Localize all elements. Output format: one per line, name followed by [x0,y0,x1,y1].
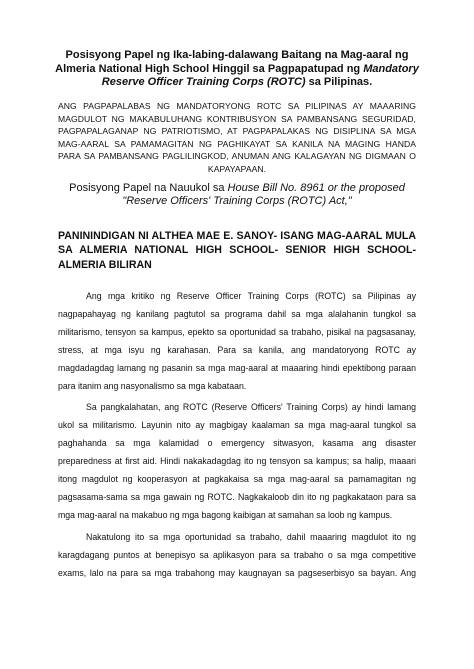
body-line: Sa pangkalahatan, ang ROTC (Reserve Officers' Training Corps) ay hindi lamang [86,402,416,413]
title-line-3-italic: Reserve Officer Training Corps (ROTC) [101,76,306,88]
body-line: exams, lalo na para sa mga trabahong may kaugnayan sa pagseserbisyo sa bayan. Ang [58,567,416,578]
paragraph-3 [58,529,416,583]
subtitle-act: "Reserve Officers' Training Corps (ROTC) Act," [122,195,352,207]
body-line: karagdagang puntos at benepisyo sa aplikasyon para sa trabaho o sa mga competitive [58,549,416,560]
body-line: militarismo, tensyon sa kampus, epekto sa oportunidad sa trabaho, pisikal na pagsasanay, [58,326,416,337]
body-line: magdadagdag lamang ng pasanin sa mga mag-aaral at maaaring hindi epektibong paraan [58,362,416,373]
body-line: ukol sa militarismo. Layunin nito ay magbigay kaalaman sa mga mag-aaral tungkol sa [58,420,416,431]
subtitle-line-1 [40,182,434,195]
title-line-3 [40,76,434,90]
body-line: para itanim ang nasyonalismo sa mga kabataan. [58,380,247,391]
body-line: itong magdulot ng kooperasyon at pagkakaisa sa mga mag-aaral sa pamamagitan ng [58,474,416,485]
thesis-line: KAPAYAPAAN. [207,163,267,174]
title-line-2-text: Almeria National High School Hinggil sa Pagpapatupad ng [55,62,364,75]
body-line: preparedness at first aid. Hindi nakakadagdag ito ng tensyon sa kampus; sa halip, maaari [58,456,416,467]
paragraph-1 [58,288,416,395]
thesis-line: PARA SA PAMBANSANG PAGLILINGKOD, ANUMAN ANG KALAGAYAN NG DIGMAAN O [58,151,416,162]
thesis-line: MAG-AARAL SA PAMAMAGITAN NG PAGHIKAYAT SA KANILA NA MAGING HANDA [58,138,416,149]
body-line: Nakatulong ito sa mga oportunidad sa trabaho, dahil maaaring magdulot ito ng [86,531,416,542]
thesis-line: MAGDULOT NG MAKABULUHANG KONTRIBUSYON SA PAMBANSANG SEGURIDAD, [58,113,416,124]
body-text [58,288,416,583]
author-heading [58,229,416,272]
title-line-2-italic: Mandatory [363,62,419,75]
body-line: nagpapahayag ng kanilang pagtutol sa programa dahil sa mga alalahanin tungkol sa [58,308,416,319]
heading-line: SA ALMERIA NATIONAL HIGH SCHOOL- SENIOR HIGH SCHOOL- [58,244,416,257]
document-subtitle [40,182,434,208]
thesis-statement [58,100,416,176]
title-line-3-text: sa Pilipinas. [305,76,373,88]
body-line: mga mag-aaral na makabuo ng mga bagong kaibigan at samahan sa loob ng kampus. [58,509,393,520]
document-title [40,49,434,90]
subtitle-prefix: Posisyong Papel na Nauukol sa [69,182,228,194]
title-line-1: Posisyong Papel ng Ika-labing-dalawang Baitang na Mag-aaral ng [65,49,409,61]
title-line-2 [40,63,434,77]
thesis-line: PAGPAPALAGANAP NG PATRIOTISMO, AT PAGPAPALAKAS NG DISIPLINA SA MGA [58,126,416,137]
paragraph-2 [58,399,416,524]
thesis-line: ANG PAGPAPALABAS NG MANDATORYONG ROTC SA PILIPINAS AY MAAARING [58,101,416,111]
body-line: pagsasama-sama sa mga gawain ng ROTC. Nagkakaloob din ito ng pagkakataon para sa [58,491,416,502]
heading-line: PANININDIGAN NI ALTHEA MAE E. SANOY- ISANG MAG-AARAL MULA [58,230,416,242]
body-line: paghahanda sa mga kalamidad o emergency sitwasyon, kasama ang disaster [58,438,416,449]
body-line: Ang mga kritiko ng Reserve Officer Training Corps (ROTC) sa Pilipinas ay [86,291,416,301]
subtitle-line-2 [40,195,434,208]
subtitle-bill: House Bill No. 8961 or the proposed [227,182,405,194]
body-line: stress, at mga isyu ng karahasan. Para sa kanila, ang mandatoryong ROTC ay [58,344,416,355]
heading-line: ALMERIA BILIRAN [58,258,152,271]
